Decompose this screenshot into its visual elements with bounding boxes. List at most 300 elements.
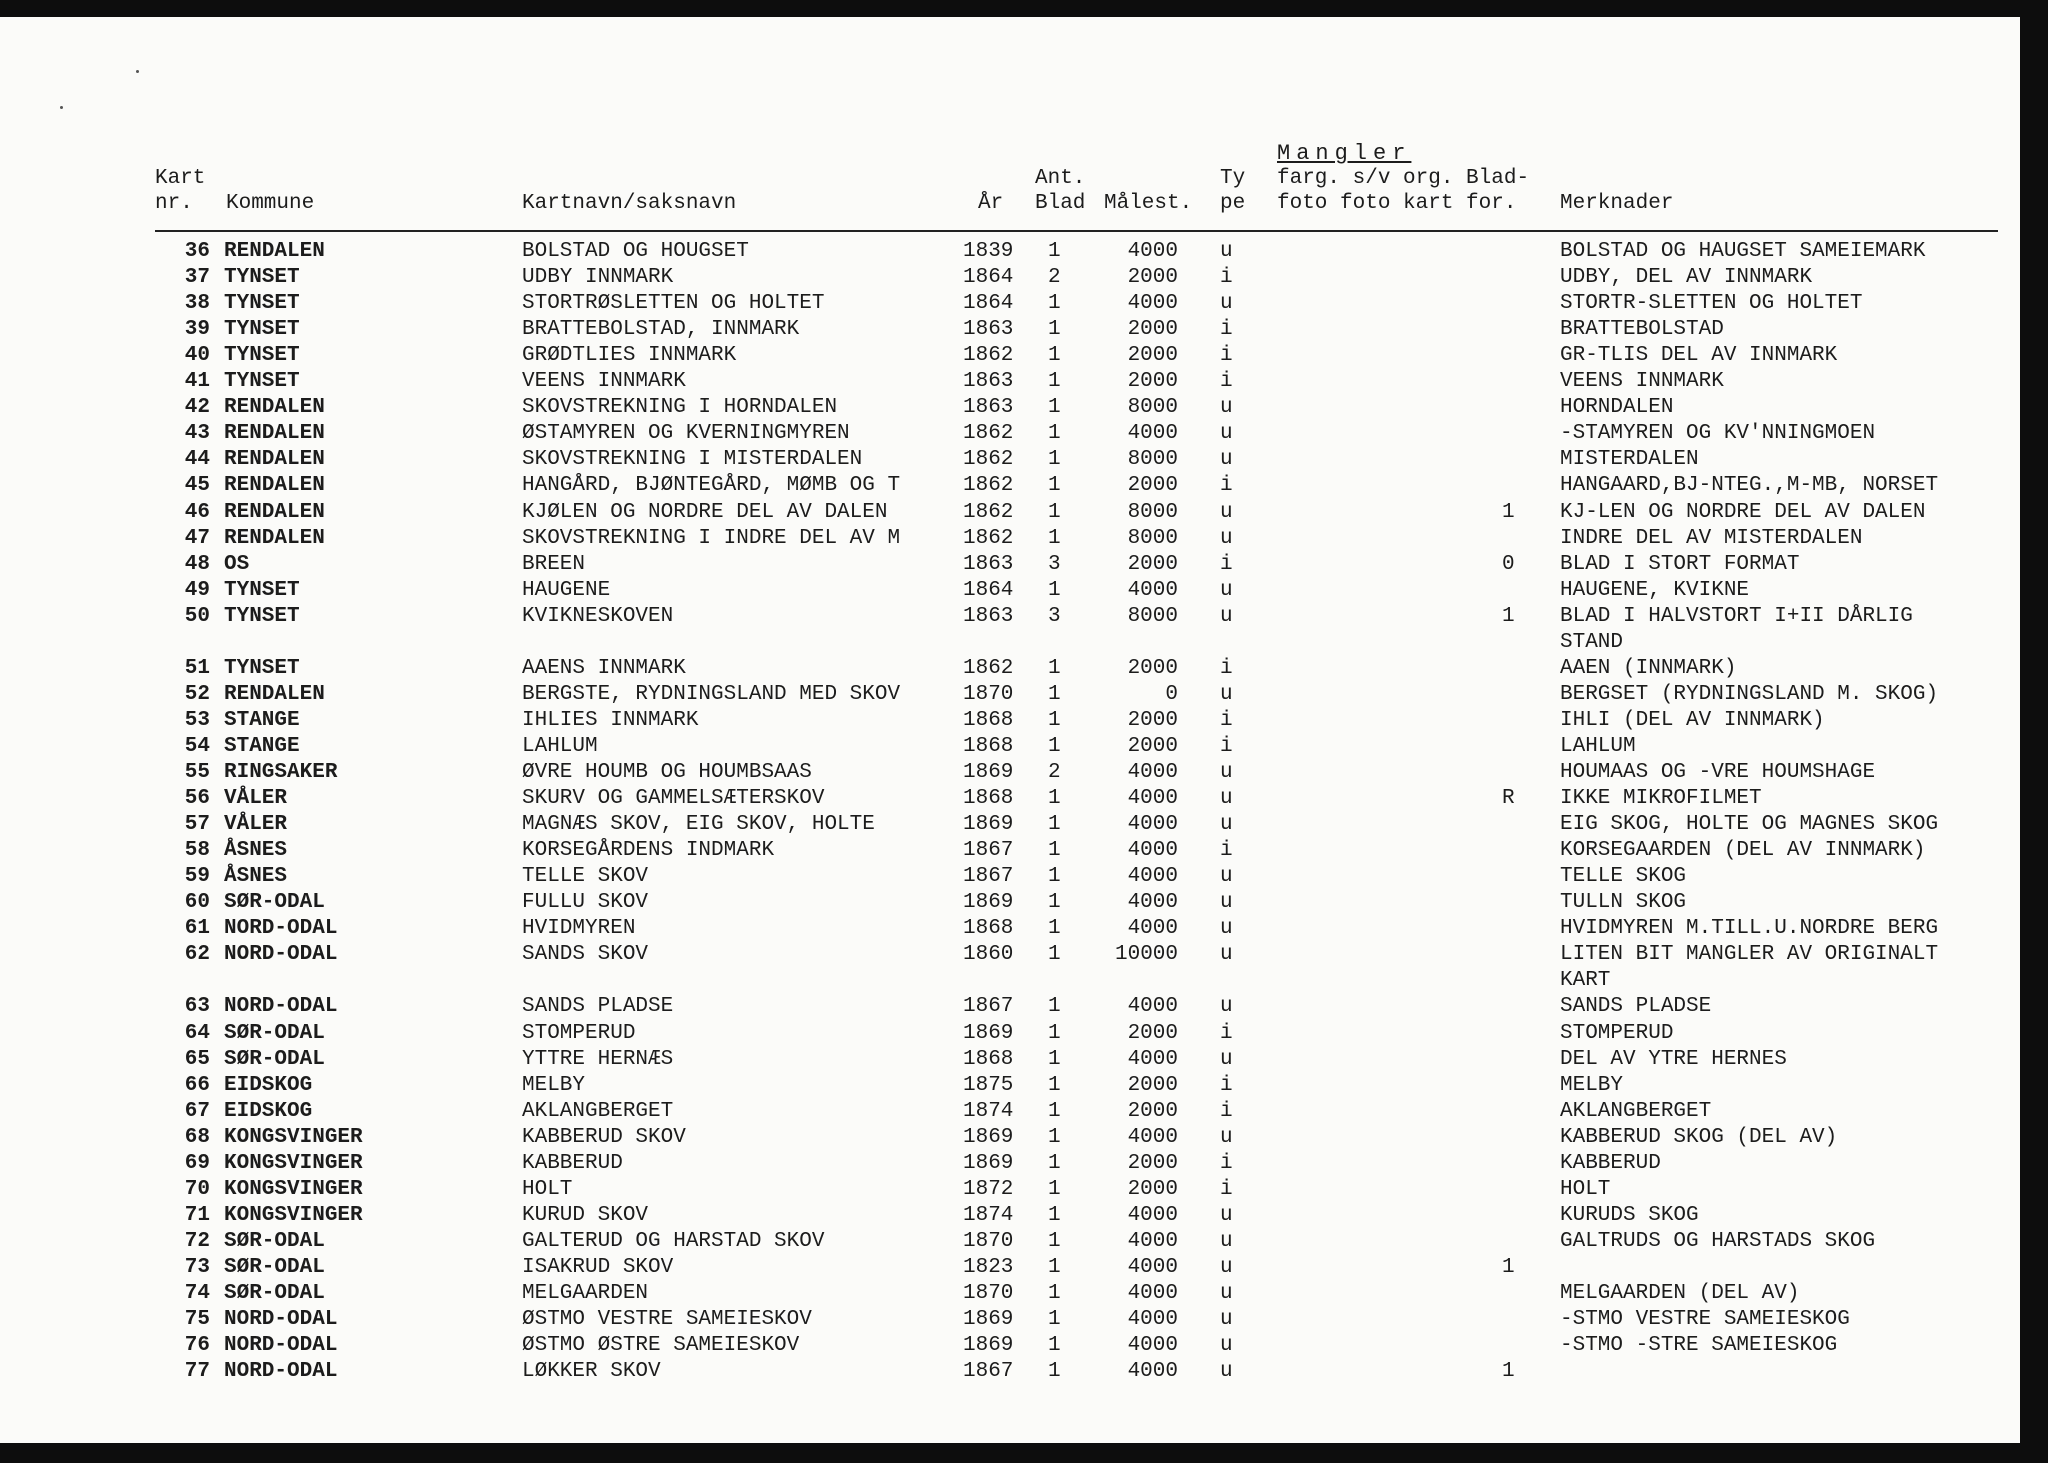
table-row <box>0 1282 2020 1308</box>
kart-nr-cell: 77 <box>184 1360 210 1383</box>
type-cell: u <box>1220 865 1233 888</box>
malestokk-cell: 4000 <box>1127 292 1178 315</box>
kartnavn-cell: SKURV OG GAMMELSÆTERSKOV <box>522 787 825 810</box>
year-cell: 1863 <box>963 605 1014 628</box>
kommune-cell: SØR-ODAL <box>224 891 325 914</box>
table-row <box>0 527 2020 553</box>
kart-nr-cell: 70 <box>184 1178 210 1201</box>
year-cell: 1823 <box>963 1256 1014 1279</box>
kartnavn-cell: STOMPERUD <box>522 1022 636 1045</box>
merknad-cell: HANGAARD,BJ-NTEG.,M-MB, NORSET <box>1560 474 1939 497</box>
type-cell: u <box>1220 1204 1233 1227</box>
merknad-cell: KURUDS SKOG <box>1560 1204 1699 1227</box>
ant-blad-cell: 1 <box>1048 579 1061 602</box>
malestokk-cell: 4000 <box>1127 1126 1178 1149</box>
merknad-cell: TELLE SKOG <box>1560 865 1687 888</box>
kommune-cell: SØR-ODAL <box>224 1256 325 1279</box>
year-cell: 1863 <box>963 318 1014 341</box>
type-cell: i <box>1220 657 1233 680</box>
kartnavn-cell: ØSTAMYREN OG KVERNINGMYREN <box>522 422 850 445</box>
type-cell: u <box>1220 1256 1233 1279</box>
merknad-cell: KABBERUD <box>1560 1152 1661 1175</box>
ant-blad-cell: 1 <box>1048 1256 1061 1279</box>
malestokk-cell: 4000 <box>1127 240 1178 263</box>
kartnavn-cell: HOLT <box>522 1178 573 1201</box>
kommune-cell: TYNSET <box>224 579 300 602</box>
malestokk-cell: 4000 <box>1127 1282 1178 1305</box>
type-cell: i <box>1220 1022 1233 1045</box>
kommune-cell: NORD-ODAL <box>224 943 338 966</box>
year-cell: 1869 <box>963 761 1014 784</box>
year-cell: 1839 <box>963 240 1014 263</box>
kommune-cell: VÅLER <box>224 787 288 810</box>
malestokk-cell: 4000 <box>1127 1360 1178 1383</box>
kart-nr-cell: 63 <box>184 995 210 1018</box>
malestokk-cell: 2000 <box>1127 344 1178 367</box>
kommune-cell: NORD-ODAL <box>224 1360 338 1383</box>
year-cell: 1868 <box>963 917 1014 940</box>
table-row <box>0 1256 2020 1282</box>
year-cell: 1864 <box>963 579 1014 602</box>
kart-nr-cell: 48 <box>184 553 210 576</box>
kart-nr-cell: 60 <box>184 891 210 914</box>
ant-blad-cell: 1 <box>1048 318 1061 341</box>
kart-nr-cell: 75 <box>184 1308 210 1331</box>
merknad-cell: SANDS PLADSE <box>1560 995 1712 1018</box>
malestokk-cell: 8000 <box>1127 527 1178 550</box>
malestokk-cell: 8000 <box>1127 605 1178 628</box>
ant-blad-cell: 1 <box>1048 527 1061 550</box>
type-cell: u <box>1220 396 1233 419</box>
merknad-cell: BRATTEBOLSTAD <box>1560 318 1724 341</box>
year-cell: 1870 <box>963 683 1014 706</box>
merknad-cell: AKLANGBERGET <box>1560 1100 1712 1123</box>
kommune-cell: SØR-ODAL <box>224 1022 325 1045</box>
year-cell: 1862 <box>963 657 1014 680</box>
kartnavn-cell: AKLANGBERGET <box>522 1100 674 1123</box>
kartnavn-cell: STORTRØSLETTEN OG HOLTET <box>522 292 825 315</box>
merknad-cell: TULLN SKOG <box>1560 891 1687 914</box>
kart-nr-cell: 67 <box>184 1100 210 1123</box>
table-row <box>0 787 2020 813</box>
year-cell: 1867 <box>963 1360 1014 1383</box>
merknad-cell: STORTR-SLETTEN OG HOLTET <box>1560 292 1863 315</box>
ant-blad-cell: 1 <box>1048 1048 1061 1071</box>
kommune-cell: RENDALEN <box>224 501 325 524</box>
year-cell: 1862 <box>963 344 1014 367</box>
type-cell: i <box>1220 709 1233 732</box>
type-cell: u <box>1220 527 1233 550</box>
table-row <box>0 1100 2020 1126</box>
type-cell: u <box>1220 240 1233 263</box>
type-cell: u <box>1220 813 1233 836</box>
malestokk-cell: 2000 <box>1127 1152 1178 1175</box>
kartnavn-cell: SKOVSTREKNING I HORNDALEN <box>522 396 838 419</box>
ant-blad-cell: 1 <box>1048 1230 1061 1253</box>
kartnavn-cell: KABBERUD <box>522 1152 623 1175</box>
merknad-cell: HOLT <box>1560 1178 1611 1201</box>
type-cell: i <box>1220 318 1233 341</box>
type-cell: u <box>1220 501 1233 524</box>
header-mangler-cols-line2: foto foto kart for. <box>1277 192 1517 215</box>
kommune-cell: KONGSVINGER <box>224 1152 363 1175</box>
ant-blad-cell: 1 <box>1048 709 1061 732</box>
table-row <box>0 1308 2020 1334</box>
merknad-continuation-cell: STAND <box>1560 631 1624 654</box>
blad-for-cell: 1 <box>1502 1360 1515 1383</box>
kart-nr-cell: 69 <box>184 1152 210 1175</box>
kart-nr-cell: 37 <box>184 266 210 289</box>
kartnavn-cell: KABBERUD SKOV <box>522 1126 686 1149</box>
blad-for-cell: 1 <box>1502 605 1515 628</box>
ant-blad-cell: 2 <box>1048 761 1061 784</box>
year-cell: 1874 <box>963 1100 1014 1123</box>
kommune-cell: STANGE <box>224 709 300 732</box>
ant-blad-cell: 1 <box>1048 1204 1061 1227</box>
ant-blad-cell: 1 <box>1048 787 1061 810</box>
ant-blad-cell: 1 <box>1048 995 1061 1018</box>
kartnavn-cell: ØSTMO VESTRE SAMEIESKOV <box>522 1308 812 1331</box>
kartnavn-cell: MELGAARDEN <box>522 1282 649 1305</box>
table-row <box>0 813 2020 839</box>
table-row <box>0 683 2020 709</box>
kartnavn-cell: KVIKNESKOVEN <box>522 605 674 628</box>
malestokk-cell: 2000 <box>1127 370 1178 393</box>
table-row <box>0 501 2020 527</box>
ant-blad-cell: 1 <box>1048 501 1061 524</box>
kart-nr-cell: 53 <box>184 709 210 732</box>
year-cell: 1864 <box>963 292 1014 315</box>
ant-blad-cell: 1 <box>1048 1100 1061 1123</box>
type-cell: u <box>1220 683 1233 706</box>
table-row <box>0 1074 2020 1100</box>
scan-speck <box>60 106 63 109</box>
kartnavn-cell: BRATTEBOLSTAD, INNMARK <box>522 318 800 341</box>
year-cell: 1863 <box>963 370 1014 393</box>
table-row <box>0 995 2020 1021</box>
type-cell: u <box>1220 579 1233 602</box>
kommune-cell: SØR-ODAL <box>224 1230 325 1253</box>
merknad-cell: AAEN (INNMARK) <box>1560 657 1737 680</box>
kart-nr-cell: 38 <box>184 292 210 315</box>
ant-blad-cell: 1 <box>1048 1360 1061 1383</box>
document-page <box>0 17 2020 1443</box>
kommune-cell: TYNSET <box>224 344 300 367</box>
table-row-continuation <box>0 969 2020 995</box>
malestokk-cell: 2000 <box>1127 1178 1178 1201</box>
year-cell: 1867 <box>963 865 1014 888</box>
malestokk-cell: 4000 <box>1127 865 1178 888</box>
kartnavn-cell: MAGNÆS SKOV, EIG SKOV, HOLTE <box>522 813 875 836</box>
kart-nr-cell: 74 <box>184 1282 210 1305</box>
kartnavn-cell: IHLIES INNMARK <box>522 709 699 732</box>
kommune-cell: KONGSVINGER <box>224 1178 363 1201</box>
kartnavn-cell: SANDS SKOV <box>522 943 649 966</box>
year-cell: 1862 <box>963 527 1014 550</box>
year-cell: 1868 <box>963 787 1014 810</box>
header-kart-line1: Kart <box>155 167 206 190</box>
year-cell: 1869 <box>963 1152 1014 1175</box>
kommune-cell: KONGSVINGER <box>224 1126 363 1149</box>
kommune-cell: RENDALEN <box>224 683 325 706</box>
ant-blad-cell: 1 <box>1048 1126 1061 1149</box>
kartnavn-cell: ISAKRUD SKOV <box>522 1256 674 1279</box>
table-row <box>0 422 2020 448</box>
type-cell: u <box>1220 1334 1233 1357</box>
kart-nr-cell: 52 <box>184 683 210 706</box>
year-cell: 1867 <box>963 839 1014 862</box>
year-cell: 1868 <box>963 735 1014 758</box>
ant-blad-cell: 1 <box>1048 1282 1061 1305</box>
ant-blad-cell: 1 <box>1048 422 1061 445</box>
year-cell: 1868 <box>963 709 1014 732</box>
table-row <box>0 657 2020 683</box>
year-cell: 1875 <box>963 1074 1014 1097</box>
header-merknader: Merknader <box>1560 192 1674 215</box>
type-cell: u <box>1220 761 1233 784</box>
table-row <box>0 709 2020 735</box>
ant-blad-cell: 1 <box>1048 1308 1061 1331</box>
type-cell: u <box>1220 1048 1233 1071</box>
ant-blad-cell: 1 <box>1048 292 1061 315</box>
kart-nr-cell: 66 <box>184 1074 210 1097</box>
malestokk-cell: 8000 <box>1127 396 1178 419</box>
kartnavn-cell: TELLE SKOV <box>522 865 649 888</box>
kartnavn-cell: MELBY <box>522 1074 586 1097</box>
type-cell: u <box>1220 292 1233 315</box>
kommune-cell: ÅSNES <box>224 865 288 888</box>
ant-blad-cell: 1 <box>1048 1074 1061 1097</box>
ant-blad-cell: 1 <box>1048 865 1061 888</box>
table-row <box>0 761 2020 787</box>
table-row <box>0 1022 2020 1048</box>
malestokk-cell: 4000 <box>1127 1334 1178 1357</box>
ant-blad-cell: 1 <box>1048 943 1061 966</box>
kommune-cell: NORD-ODAL <box>224 1308 338 1331</box>
merknad-cell: -STMO VESTRE SAMEIESKOG <box>1560 1308 1850 1331</box>
kart-nr-cell: 54 <box>184 735 210 758</box>
type-cell: i <box>1220 839 1233 862</box>
type-cell: i <box>1220 1100 1233 1123</box>
kommune-cell: RENDALEN <box>224 240 325 263</box>
type-cell: i <box>1220 1074 1233 1097</box>
malestokk-cell: 2000 <box>1127 266 1178 289</box>
type-cell: u <box>1220 995 1233 1018</box>
kartnavn-cell: HANGÅRD, BJØNTEGÅRD, MØMB OG T <box>522 474 901 497</box>
ant-blad-cell: 1 <box>1048 839 1061 862</box>
malestokk-cell: 4000 <box>1127 422 1178 445</box>
malestokk-cell: 2000 <box>1127 709 1178 732</box>
kommune-cell: TYNSET <box>224 266 300 289</box>
table-row-continuation <box>0 631 2020 657</box>
malestokk-cell: 10000 <box>1114 943 1178 966</box>
blad-for-cell: 0 <box>1502 553 1515 576</box>
kommune-cell: NORD-ODAL <box>224 995 338 1018</box>
merknad-continuation-cell: KART <box>1560 969 1611 992</box>
kart-nr-cell: 68 <box>184 1126 210 1149</box>
kart-nr-cell: 76 <box>184 1334 210 1357</box>
year-cell: 1870 <box>963 1230 1014 1253</box>
table-row <box>0 1360 2020 1386</box>
merknad-cell: DEL AV YTRE HERNES <box>1560 1048 1787 1071</box>
kartnavn-cell: KURUD SKOV <box>522 1204 649 1227</box>
table-row <box>0 735 2020 761</box>
year-cell: 1869 <box>963 1022 1014 1045</box>
kartnavn-cell: SKOVSTREKNING I MISTERDALEN <box>522 448 863 471</box>
malestokk-cell: 2000 <box>1127 735 1178 758</box>
ant-blad-cell: 1 <box>1048 240 1061 263</box>
header-kommune: Kommune <box>226 192 315 215</box>
table-row <box>0 474 2020 500</box>
merknad-cell: BLAD I STORT FORMAT <box>1560 553 1800 576</box>
kart-nr-cell: 58 <box>184 839 210 862</box>
malestokk-cell: 2000 <box>1127 1074 1178 1097</box>
ant-blad-cell: 1 <box>1048 448 1061 471</box>
year-cell: 1863 <box>963 396 1014 419</box>
merknad-cell: VEENS INNMARK <box>1560 370 1724 393</box>
header-type-line1: Ty <box>1220 167 1246 190</box>
kommune-cell: RINGSAKER <box>224 761 338 784</box>
kommune-cell: TYNSET <box>224 657 300 680</box>
table-row <box>0 318 2020 344</box>
merknad-cell: INDRE DEL AV MISTERDALEN <box>1560 527 1863 550</box>
table-row <box>0 448 2020 474</box>
kart-nr-cell: 46 <box>184 501 210 524</box>
ant-blad-cell: 1 <box>1048 344 1061 367</box>
year-cell: 1860 <box>963 943 1014 966</box>
merknad-cell: KJ-LEN OG NORDRE DEL AV DALEN <box>1560 501 1926 524</box>
malestokk-cell: 2000 <box>1127 657 1178 680</box>
table-row <box>0 839 2020 865</box>
type-cell: u <box>1220 787 1233 810</box>
malestokk-cell: 2000 <box>1127 553 1178 576</box>
malestokk-cell: 4000 <box>1127 1230 1178 1253</box>
kart-nr-cell: 73 <box>184 1256 210 1279</box>
kommune-cell: NORD-ODAL <box>224 1334 338 1357</box>
header-mangler-cols-line1: farg. s/v org. Blad- <box>1277 167 1530 190</box>
malestokk-cell: 4000 <box>1127 787 1178 810</box>
kartnavn-cell: ØSTMO ØSTRE SAMEIESKOV <box>522 1334 800 1357</box>
year-cell: 1864 <box>963 266 1014 289</box>
malestokk-cell: 2000 <box>1127 318 1178 341</box>
kart-nr-cell: 57 <box>184 813 210 836</box>
ant-blad-cell: 1 <box>1048 891 1061 914</box>
type-cell: i <box>1220 266 1233 289</box>
kart-nr-cell: 55 <box>184 761 210 784</box>
kart-nr-cell: 62 <box>184 943 210 966</box>
malestokk-cell: 2000 <box>1127 474 1178 497</box>
ant-blad-cell: 1 <box>1048 370 1061 393</box>
table-row <box>0 943 2020 969</box>
kommune-cell: SØR-ODAL <box>224 1282 325 1305</box>
malestokk-cell: 4000 <box>1127 995 1178 1018</box>
kommune-cell: RENDALEN <box>224 527 325 550</box>
kommune-cell: EIDSKOG <box>224 1074 313 1097</box>
kart-nr-cell: 45 <box>184 474 210 497</box>
kommune-cell: EIDSKOG <box>224 1100 313 1123</box>
ant-blad-cell: 1 <box>1048 917 1061 940</box>
table-row <box>0 240 2020 266</box>
type-cell: i <box>1220 553 1233 576</box>
kart-nr-cell: 71 <box>184 1204 210 1227</box>
merknad-cell: BLAD I HALVSTORT I+II DÅRLIG <box>1560 605 1913 628</box>
malestokk-cell: 4000 <box>1127 1308 1178 1331</box>
header-ant-line1: Ant. <box>1035 167 1086 190</box>
kommune-cell: KONGSVINGER <box>224 1204 363 1227</box>
kart-nr-cell: 43 <box>184 422 210 445</box>
malestokk-cell: 2000 <box>1127 1100 1178 1123</box>
header-type-line2: pe <box>1220 192 1246 215</box>
header-kartnavn: Kartnavn/saksnavn <box>522 192 737 215</box>
type-cell: u <box>1220 1360 1233 1383</box>
type-cell: u <box>1220 943 1233 966</box>
table-row <box>0 917 2020 943</box>
year-cell: 1869 <box>963 1334 1014 1357</box>
kartnavn-cell: SKOVSTREKNING I INDRE DEL AV M <box>522 527 901 550</box>
merknad-cell: HORNDALEN <box>1560 396 1674 419</box>
year-cell: 1872 <box>963 1178 1014 1201</box>
kommune-cell: OS <box>224 553 250 576</box>
malestokk-cell: 4000 <box>1127 891 1178 914</box>
kart-nr-cell: 59 <box>184 865 210 888</box>
merknad-cell: LITEN BIT MANGLER AV ORIGINALT <box>1560 943 1939 966</box>
ant-blad-cell: 1 <box>1048 1022 1061 1045</box>
ant-blad-cell: 1 <box>1048 813 1061 836</box>
kommune-cell: TYNSET <box>224 292 300 315</box>
kart-nr-cell: 41 <box>184 370 210 393</box>
kommune-cell: STANGE <box>224 735 300 758</box>
merknad-cell: MISTERDALEN <box>1560 448 1699 471</box>
kartnavn-cell: AAENS INNMARK <box>522 657 686 680</box>
blad-for-cell: 1 <box>1502 1256 1515 1279</box>
kartnavn-cell: BREEN <box>522 553 586 576</box>
merknad-cell: HOUMAAS OG -VRE HOUMSHAGE <box>1560 761 1876 784</box>
ant-blad-cell: 3 <box>1048 605 1061 628</box>
type-cell: i <box>1220 1178 1233 1201</box>
kartnavn-cell: HVIDMYREN <box>522 917 636 940</box>
kommune-cell: RENDALEN <box>224 422 325 445</box>
merknad-cell: KORSEGAARDEN (DEL AV INNMARK) <box>1560 839 1926 862</box>
kartnavn-cell: LØKKER SKOV <box>522 1360 661 1383</box>
merknad-cell: HAUGENE, KVIKNE <box>1560 579 1750 602</box>
header-ar: År <box>978 192 1004 215</box>
type-cell: u <box>1220 422 1233 445</box>
malestokk-cell: 8000 <box>1127 501 1178 524</box>
kartnavn-cell: GALTERUD OG HARSTAD SKOV <box>522 1230 825 1253</box>
table-row <box>0 344 2020 370</box>
table-row <box>0 266 2020 292</box>
kommune-cell: RENDALEN <box>224 448 325 471</box>
scan-speck <box>136 70 139 73</box>
ant-blad-cell: 1 <box>1048 657 1061 680</box>
year-cell: 1867 <box>963 995 1014 1018</box>
year-cell: 1862 <box>963 501 1014 524</box>
ant-blad-cell: 1 <box>1048 735 1061 758</box>
header-rule <box>155 230 1998 232</box>
table-row <box>0 1204 2020 1230</box>
kartnavn-cell: KORSEGÅRDENS INDMARK <box>522 839 775 862</box>
mangler-title: Mangler <box>1277 141 1412 166</box>
kart-nr-cell: 42 <box>184 396 210 419</box>
table-row <box>0 1048 2020 1074</box>
type-cell: u <box>1220 448 1233 471</box>
kart-nr-cell: 36 <box>184 240 210 263</box>
merknad-cell: KABBERUD SKOG (DEL AV) <box>1560 1126 1838 1149</box>
year-cell: 1862 <box>963 422 1014 445</box>
kommune-cell: TYNSET <box>224 318 300 341</box>
blad-for-cell: 1 <box>1502 501 1515 524</box>
kartnavn-cell: FULLU SKOV <box>522 891 649 914</box>
